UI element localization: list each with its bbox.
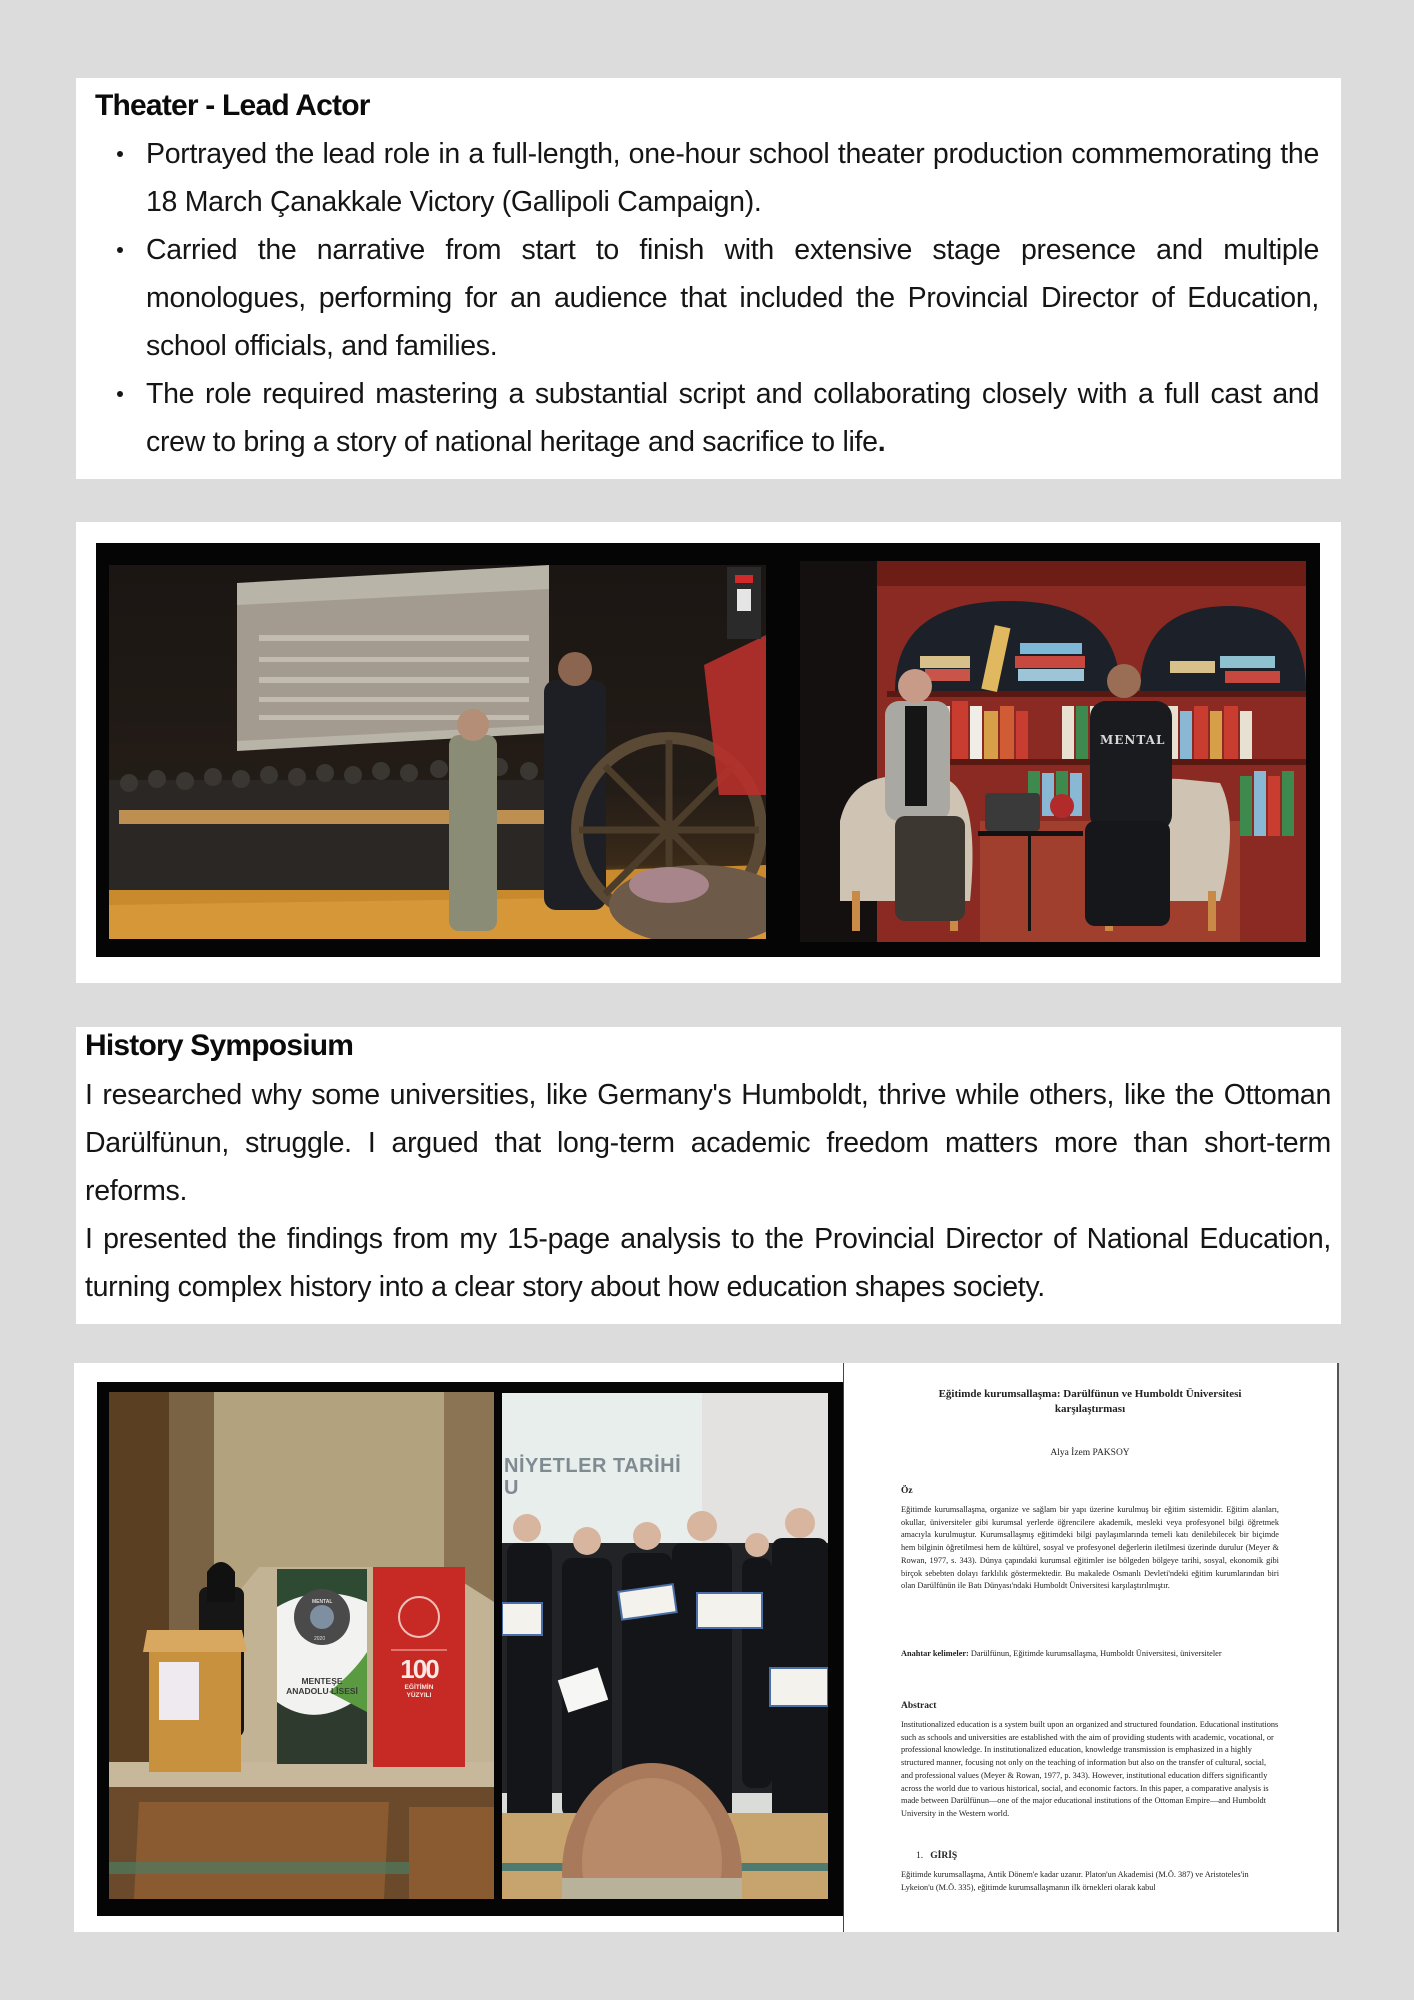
paper-author: Alya İzem PAKSOY bbox=[1050, 1448, 1130, 1458]
theater-bullet-list bbox=[95, 130, 1319, 466]
banner-school-name: MENTEŞE ANADOLU LİSESİ bbox=[286, 1676, 358, 1696]
library-illustration bbox=[800, 561, 1306, 942]
theater-section bbox=[76, 78, 1341, 479]
banner-logo-top: MENTAL bbox=[312, 1599, 333, 1605]
podium-photo bbox=[109, 1392, 494, 1899]
symposium-paragraph: I researched why some universities, like Germany's Humboldt, thrive while others, like the Ottoman Darülfünun, struggle. I argued that long-term academic freedom matters more than short-term reforms. bbox=[85, 1079, 1331, 1207]
stage-illustration bbox=[109, 565, 766, 939]
paper-title: Eğitimde kurumsallaşma: Darülfünun ve Humboldt Üniversitesi karşılaştırması bbox=[938, 1388, 1242, 1415]
paper-oz-text: Eğitimde kurumsallaşma, organize ve sağlam bir yapı üzerine kurulmuş bir eğitim sistemidir. Eğitim alanları, okullar, üniversiteler gibi kurumsal yerlerde öğrencilere akademik, mesleki veya profesyonel bilgi öğretmek amacıyla kurulmuştur. Kurumsallaşmış eğitimdeki bilgi paylaşımlarında temeli katı denilebilecek bir biçimde hem bilginin öğretilmesi hem de kültürel, sosyal ve profesyonel değerlerin iletilmesi üzerinde durulur (Meyer & Rowan, 1977, s. 343). Dünya çapındaki kurumsal eğitimler ise bölgeden bölgeye tarihi, sosyal, ekonomik gibi birçok sebebten dolayı farklılık göstermektedir. Bu makalede Osmanlı Devleti'ndeki eğitim kurumlarından biri olan Darülfünün ile Batı Dünyası'ndaki Humboldt Üniversitesi karşılaştırılmıştır. bbox=[901, 1505, 1279, 1591]
paper-abstract-heading: Abstract bbox=[901, 1701, 937, 1711]
symposium-paragraph: I presented the findings from my 15-page analysis to the Provincial Director of National Education, turning complex history into a clear story about how education shapes society. bbox=[85, 1223, 1331, 1303]
bullet-icon bbox=[117, 247, 123, 253]
symposium-photos-section bbox=[74, 1363, 1339, 1932]
symposium-photo-frame bbox=[97, 1382, 843, 1916]
theater-photo-frame bbox=[96, 543, 1320, 957]
symposium-section bbox=[76, 1027, 1341, 1324]
paper-section-heading: 1. GİRİŞ bbox=[916, 1851, 958, 1861]
projection-screen-text: NİYETLER TARİHİ U bbox=[504, 1455, 682, 1499]
stage-choir-photo bbox=[109, 565, 766, 939]
certificate-group-photo bbox=[502, 1393, 828, 1899]
library-set-photo bbox=[800, 561, 1306, 942]
theater-bullet: Carried the narrative from start to finish with extensive stage presence and multiple monologues, performing for an audience that included the Provincial Director of Education, school officials, and families. bbox=[95, 226, 1319, 370]
symposium-body bbox=[85, 1071, 1331, 1311]
paper-first-page bbox=[843, 1363, 1339, 1932]
banner-red-text: 100 EĞİTİMİN YÜZYILI bbox=[400, 1654, 438, 1699]
podium-illustration bbox=[109, 1392, 494, 1899]
paper-abstract-text: Institutionalized education is a system built upon an organized and structured foundation. Educational institutions such as schools and universities are established with the aim of providing students with academic, vocational, or professional knowledge. In institutionalized education, knowledge transmission is emphasized in a highly structured manner, focusing not only on the teaching of information but also on the transfer of cultural, social, and professional values (Meyer & Rowan, 1977, p. 343). However, institutional education differs significantly across the world due to various historical, social, and economic factors. In this paper, a comparative analysis is made between Darülfünun—one of the major educational institutions of the Ottoman Empire—and Humboldt University in the Western world. bbox=[901, 1720, 1279, 1818]
theater-bullet: Portrayed the lead role in a full-length, one-hour school theater production commemorating the 18 March Çanakkale Victory (Gallipoli Campaign). bbox=[95, 130, 1319, 226]
bullet-icon bbox=[117, 391, 123, 397]
hoodie-text: MENTAL bbox=[1100, 733, 1166, 747]
paper-oz-heading: Öz bbox=[901, 1486, 913, 1496]
theater-title: Theater - Lead Actor bbox=[95, 89, 370, 122]
theater-photos-section bbox=[76, 522, 1341, 983]
theater-bullet: The role required mastering a substantial script and collaborating closely with a full cast and crew to bring a story of national heritage and sacrifice to life. bbox=[95, 370, 1319, 466]
bullet-icon bbox=[117, 151, 123, 157]
banner-logo-year: 2020 bbox=[314, 1636, 326, 1642]
paper-intro-text: Eğitimde kurumsallaşma, Antik Dönem'e kadar uzanır. Platon'un Akademisi (M.Ö. 387) ve Aristoteles'in Lykeion'u (M.Ö. 335), eğitimde kurumsallaşmanın ilk örnekleri olarak kabul bbox=[901, 1870, 1249, 1892]
symposium-title: History Symposium bbox=[85, 1029, 354, 1062]
paper-keywords: Anahtar kelimeler: Darülfünun, Eğitimde kurumsallaşma, Humboldt Üniversitesi, üniversiteler bbox=[901, 1649, 1222, 1658]
